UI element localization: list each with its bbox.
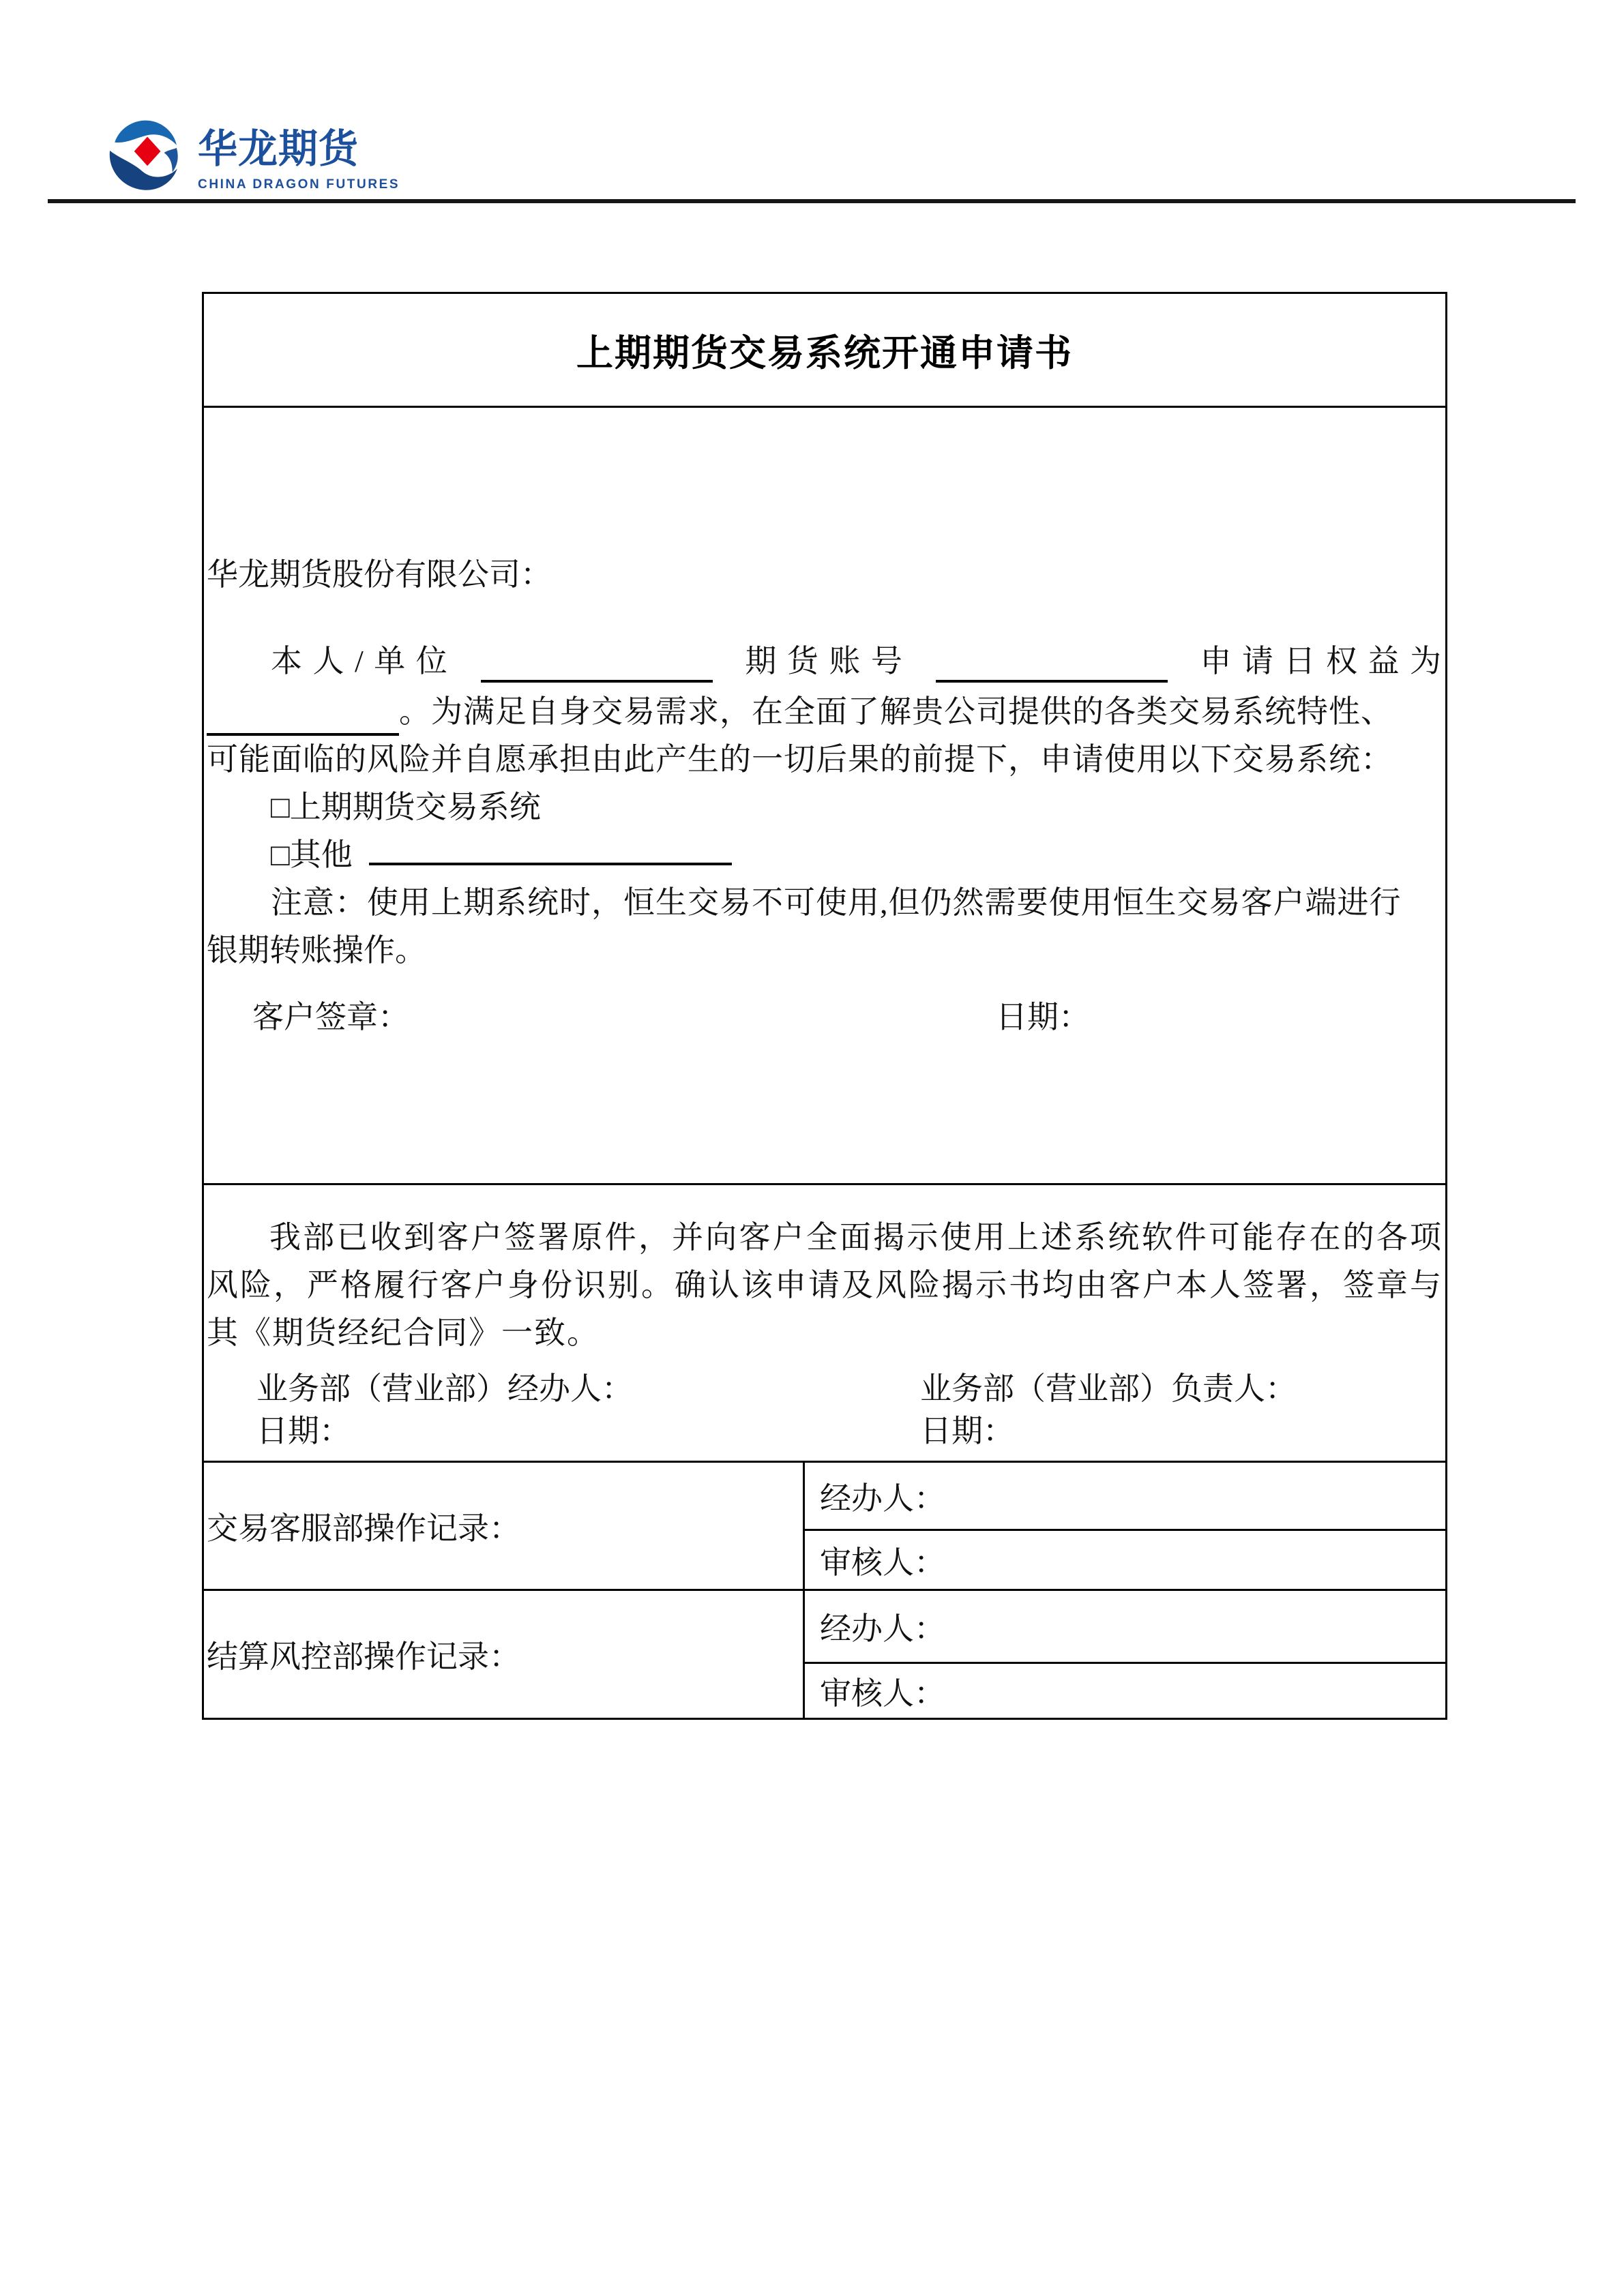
trade-service-reviewer-label: 审核人： <box>820 1545 945 1580</box>
applicant-line <box>204 640 1445 683</box>
brand-name-en: CHINA DRAGON FUTURES <box>198 177 400 192</box>
clearing-risk-operator-label: 经办人： <box>820 1611 945 1646</box>
customer-date-label: 日期： <box>996 1000 1090 1034</box>
clearing-risk-reviewer-cell[interactable] <box>805 1664 1445 1718</box>
acknowledgment-section <box>204 1185 1445 1463</box>
trade-service-record-label: 交易客服部操作记录： <box>204 1463 805 1591</box>
header-divider <box>48 199 1576 203</box>
option-other-blank[interactable] <box>369 835 732 865</box>
dept-date-label-right: 日期： <box>920 1414 1014 1448</box>
note-line-1: 注意：使用上期系统时，恒生交易不可使用,但仍然需要使用恒生交易客户端进行 <box>271 885 1402 920</box>
dept-date-label-left: 日期： <box>256 1414 351 1448</box>
dept-supervisor-label: 业务部（营业部）负责人： <box>920 1371 1297 1406</box>
request-paragraph <box>204 688 1445 974</box>
request-continuation-2: 可能面临的风险并自愿承担由此产生的一切后果的前提下，申请使用以下交易系统： <box>207 742 1393 777</box>
form-title: 上期期货交易系统开通申请书 <box>576 332 1073 374</box>
brand-text-block <box>198 116 400 192</box>
company-logo <box>108 116 400 192</box>
application-form <box>202 292 1447 1720</box>
customer-signature-label: 客户签章： <box>252 1000 409 1034</box>
applicant-label: 本 人 / 单 位 <box>271 644 449 679</box>
option-other-line <box>204 831 1445 879</box>
form-body-section <box>204 408 1445 1185</box>
clearing-risk-record-cells <box>805 1591 1445 1718</box>
option-other-label: 其他 <box>289 837 353 872</box>
trade-service-operator-cell[interactable] <box>805 1463 1445 1531</box>
acknowledgment-paragraph: 我部已收到客户签署原件，并向客户全面揭示使用上述系统软件可能存在的各项风险，严格履行客户身份识别。确认该申请及风险揭示书均由客户本人签署，签章与其《期货经纪合同》一致。 <box>207 1220 1443 1350</box>
department-date-line <box>204 1410 1445 1452</box>
note-line-2: 银期转账操作。 <box>207 933 426 968</box>
operation-records-table <box>204 1463 1445 1718</box>
salutation: 华龙期货股份有限公司： <box>207 557 552 592</box>
futures-account-label: 期 货 账 号 <box>745 644 904 679</box>
option-shfe-label: 上期期货交易系统 <box>289 790 541 824</box>
checkbox-shfe-system[interactable]: □ <box>271 790 290 824</box>
dept-operator-label: 业务部（营业部）经办人： <box>256 1371 633 1406</box>
trade-service-reviewer-cell[interactable] <box>805 1531 1445 1589</box>
clearing-risk-record-label: 结算风控部操作记录： <box>204 1591 805 1718</box>
applicant-name-blank[interactable] <box>481 646 713 683</box>
brand-name-cn: 华龙期货 <box>198 127 359 171</box>
department-sign-line <box>204 1368 1445 1410</box>
form-title-row <box>204 294 1445 408</box>
clearing-risk-reviewer-label: 审核人： <box>820 1675 945 1711</box>
request-continuation: 。为满足自身交易需求，在全面了解贵公司提供的各类交易系统特性、 <box>399 694 1393 729</box>
equity-label: 申 请 日 权 益 为 <box>1200 644 1443 679</box>
futures-account-blank[interactable] <box>936 646 1168 683</box>
dragon-globe-logo-icon <box>108 116 180 192</box>
equity-blank-line <box>204 688 1445 736</box>
equity-amount-blank[interactable] <box>207 696 399 736</box>
checkbox-other[interactable]: □ <box>271 837 290 872</box>
customer-signature-line <box>204 996 1445 1039</box>
option-shfe-line <box>204 784 1445 831</box>
trade-service-operator-label: 经办人： <box>820 1480 945 1516</box>
clearing-risk-operator-cell[interactable] <box>805 1591 1445 1664</box>
trade-service-record-cells <box>805 1463 1445 1591</box>
